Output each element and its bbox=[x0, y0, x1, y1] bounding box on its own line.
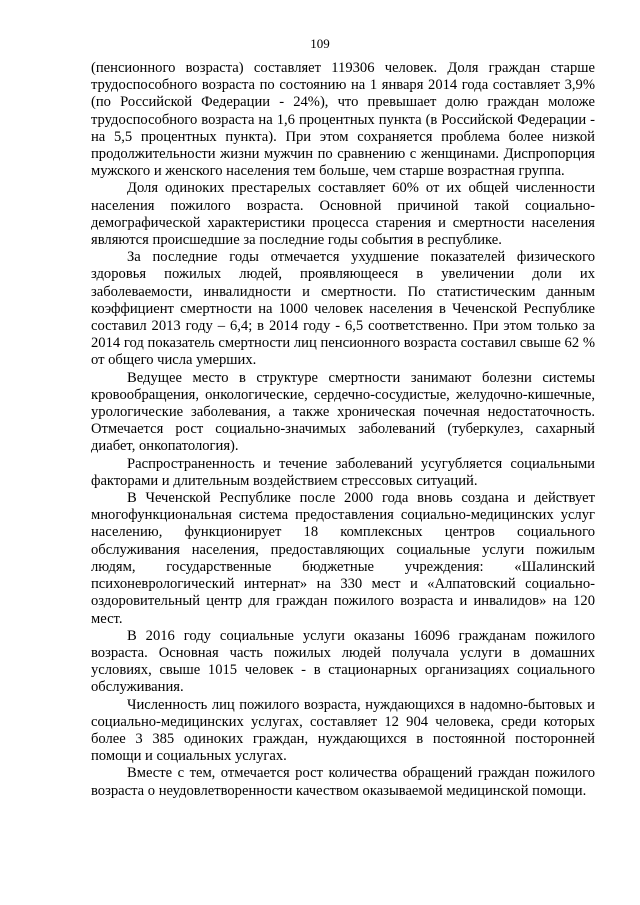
document-body bbox=[91, 60, 595, 800]
page-number: 109 bbox=[310, 36, 330, 51]
paragraph: Распространенность и течение заболеваний усугубляется социальными факторами и длительным воздействием стрессовых ситуаций. bbox=[91, 455, 595, 489]
paragraph: В Чеченской Республике после 2000 года вновь создана и действует многофункциональная система предоставления социально-медицинских услуг населению, функционирует 18 комплексных центров социального обслуживания населения, предоставляющих социальные услуги пожилым людям, государственные бюджетные учреждения: «Шалинский психоневрологический интернат» на 330 мест и «Алпатовский социально-оздоровительный центр для граждан пожилого возраста и инвалидов» на 120 мест. bbox=[91, 490, 595, 627]
paragraph: Ведущее место в структуре смертности занимают болезни системы кровообращения, онкологические, сердечно-сосудистые, желудочно-кишечные, урологические заболевания, а также хроническая почечная недостаточность. Отмечается рост социально-значимых заболеваний (туберкулез, сахарный диабет, онкопатология). bbox=[91, 369, 595, 455]
paragraph: В 2016 году социальные услуги оказаны 16096 гражданам пожилого возраста. Основная часть пожилых людей получала услуги в домашних условиях, свыше 1015 человек - в стационарных организациях социального обслуживания. bbox=[91, 627, 595, 696]
paragraph: Вместе с тем, отмечается рост количества обращений граждан пожилого возраста о неудовлетворенности качеством оказываемой медицинской помощи. bbox=[91, 765, 595, 799]
paragraph: За последние годы отмечается ухудшение показателей физического здоровья пожилых людей, проявляющееся в увеличении доли их заболеваемости, инвалидности и смертности. По статистическим данным коэффициент смертности на 1000 человек населения в Чеченской Республике составил 2013 году – 6,4; в 2014 году - 6,5 соответственно. При этом только за 2014 год показатель смертности лиц пенсионного возраста составил свыше 62 % от общего числа умерших. bbox=[91, 249, 595, 369]
paragraph: Доля одиноких престарелых составляет 60% от их общей численности населения пожилого возраста. Основной причиной такой социально-демографической характеристики процесса старения и смертности населения являются происшедшие за последние годы события в республике. bbox=[91, 180, 595, 249]
paragraph-continuation: (пенсионного возраста) составляет 119306 человек. Доля граждан старше трудоспособного возраста по состоянию на 1 января 2014 года составляет 3,9% (по Российской Федерации - 24%), что превышает долю граждан моложе трудоспособного возраста на 1,6 процентных пункта (в Российской Федерации - на 5,5 процентных пункта). При этом сохраняется проблема более низкой продолжительности жизни мужчин по сравнению с женщинами. Диспропорция мужского и женского населения тем больше, чем старше возрастная группа. bbox=[91, 60, 595, 180]
paragraph: Численность лиц пожилого возраста, нуждающихся в надомно-бытовых и социально-медицинских услугах, составляет 12 904 человека, среди которых более 3 385 одиноких граждан, нуждающихся в постоянной посторонней помощи и социальных услугах. bbox=[91, 696, 595, 765]
